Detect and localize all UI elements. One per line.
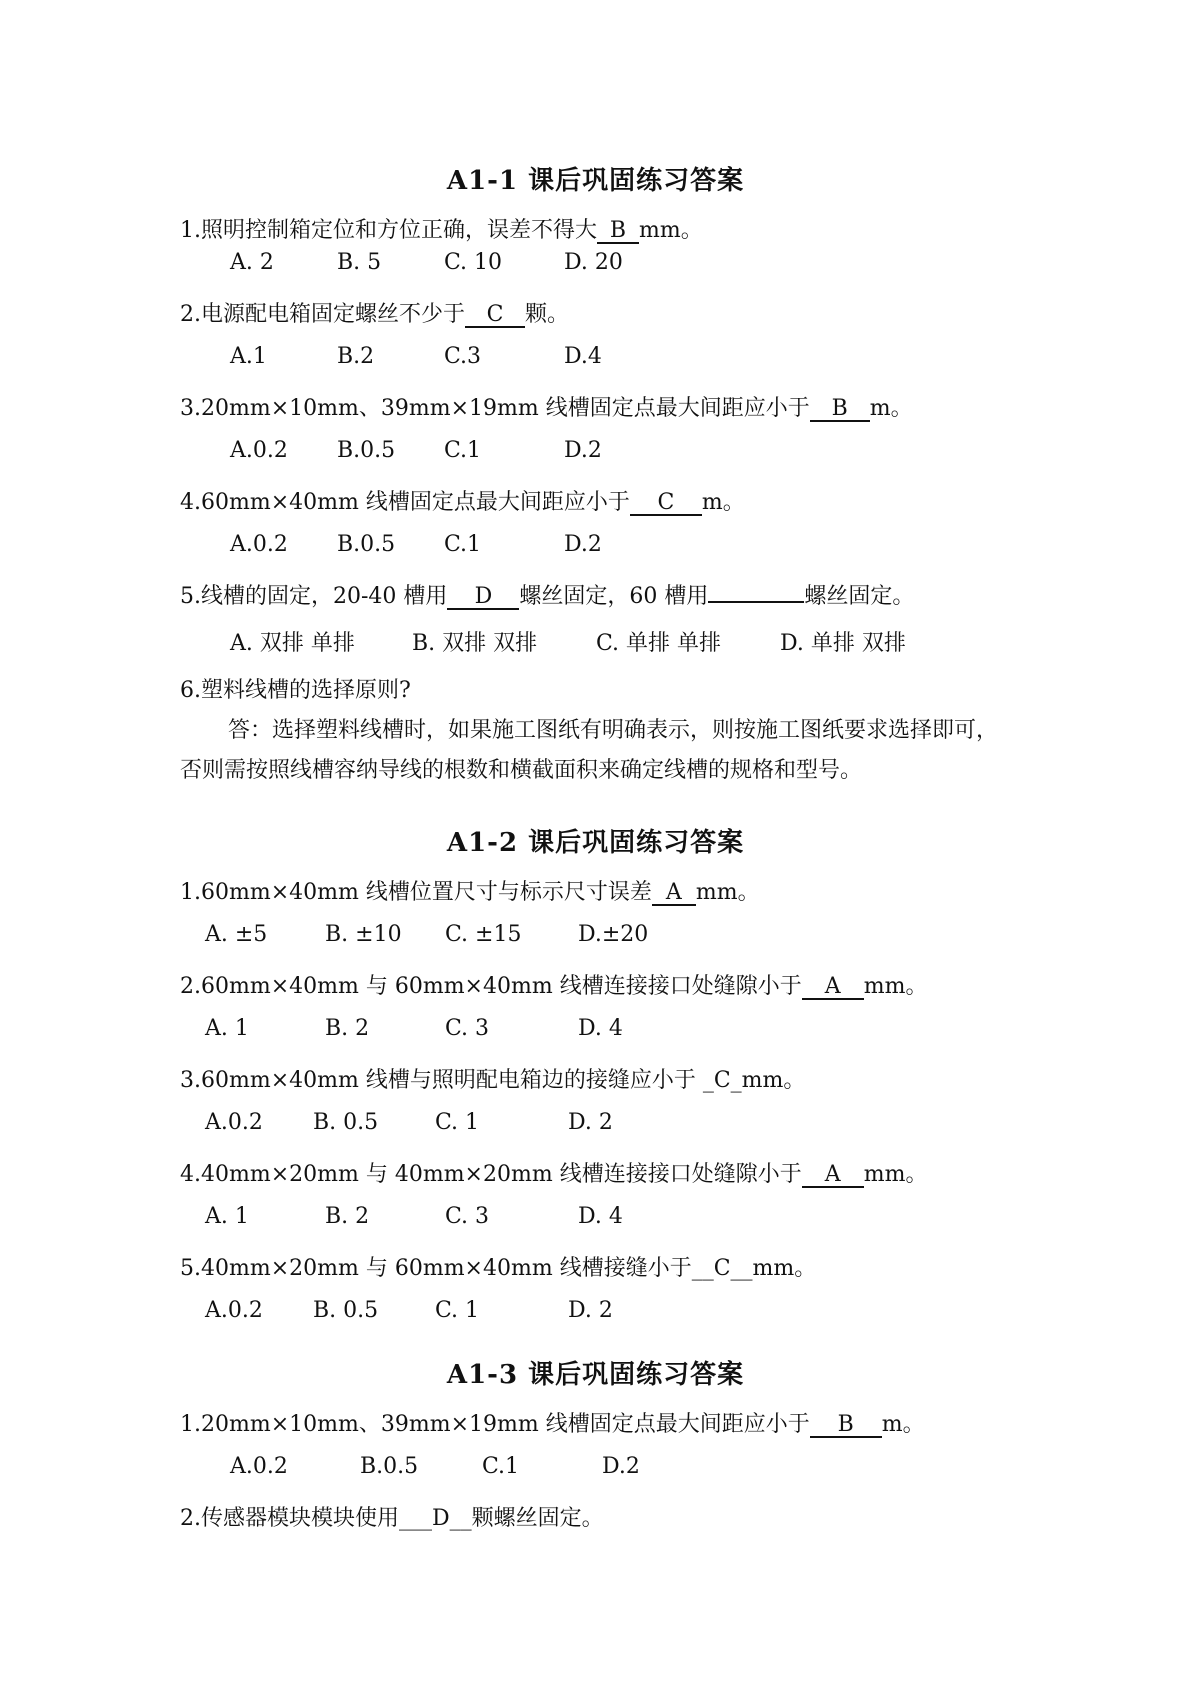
option-b: B. 0.5: [313, 1298, 379, 1323]
option-b: B.2: [337, 344, 375, 369]
question-text-mid: 螺丝固定，60 槽用: [519, 584, 709, 609]
options-2-1: [205, 922, 648, 947]
option-d: D. 4: [578, 1016, 623, 1041]
option-a: A. 1: [205, 1016, 249, 1041]
option-a: A. 双排 单排: [230, 631, 355, 656]
question-2-1: [180, 875, 760, 906]
option-b: B.0.5: [360, 1454, 419, 1479]
option-b: B. 5: [337, 250, 382, 275]
option-d: D.2: [602, 1454, 640, 1479]
option-b: B. 2: [325, 1016, 370, 1041]
option-c: C. 1: [435, 1298, 480, 1323]
option-b: B.0.5: [337, 532, 396, 557]
option-a: A. ±5: [205, 922, 268, 947]
options-3-1: [230, 1454, 640, 1479]
question-1-3: [180, 391, 913, 422]
answer-blank: B: [810, 397, 870, 422]
answer-blank: A: [802, 1163, 864, 1188]
question-text: 1.60mm×40mm 线槽位置尺寸与标示尺寸误差: [180, 880, 652, 905]
question-unit: m。: [881, 1412, 925, 1437]
answer-blank: C: [465, 303, 525, 328]
option-d: D. 单排 双排: [780, 631, 906, 656]
section-title-a1-2: A1-2 课后巩固练习答案: [446, 828, 745, 858]
option-b: B.0.5: [337, 438, 396, 463]
option-c: C.1: [444, 532, 482, 557]
option-c: C. 3: [445, 1016, 490, 1041]
option-c: C.1: [444, 438, 482, 463]
question-text: 2.电源配电箱固定螺丝不少于: [180, 302, 465, 327]
question-1-2: [180, 297, 569, 328]
option-c: C.1: [482, 1454, 520, 1479]
question-unit: 螺丝固定。: [804, 584, 915, 609]
question-unit: 颗。: [525, 302, 570, 327]
option-a: A.0.2: [205, 1110, 263, 1135]
option-c: C.3: [444, 344, 482, 369]
question-1-6: 6.塑料线槽的选择原则?: [180, 678, 411, 703]
question-text: 4.60mm×40mm 线槽固定点最大间距应小于: [180, 490, 630, 515]
question-3-1: [180, 1407, 925, 1438]
section-title-a1-1: A1-1 课后巩固练习答案: [446, 166, 745, 196]
question-2-5: 5.40mm×20mm 与 60mm×40mm 线槽接缝小于__C__mm。: [180, 1256, 817, 1281]
section-title-a1-3: A1-3 课后巩固练习答案: [446, 1360, 745, 1390]
answer-blank: A: [802, 975, 864, 1000]
option-b: B. ±10: [325, 922, 402, 947]
question-text: 4.40mm×20mm 与 40mm×20mm 线槽连接接口处缝隙小于: [180, 1162, 802, 1187]
question-unit: mm。: [639, 218, 703, 243]
question-3-2: 2.传感器模块模块使用___D__颗螺丝固定。: [180, 1506, 604, 1531]
question-unit: m。: [701, 490, 745, 515]
options-1-4: [230, 532, 602, 557]
options-1-2: [230, 344, 602, 369]
answer-blank: B: [597, 219, 639, 244]
option-d: D. 20: [564, 250, 623, 275]
option-b: B. 2: [325, 1204, 370, 1229]
answer-blank: A: [652, 881, 696, 906]
question-text: 3.20mm×10mm、39mm×19mm 线槽固定点最大间距应小于: [180, 396, 810, 421]
option-b: B. 0.5: [313, 1110, 379, 1135]
answer-text: 答：选择塑料线槽时，如果施工图纸有明确表示，则按施工图纸要求选择即可，否则需按照线槽容纳导线的根数和横截面积来确定线槽的规格和型号。: [180, 718, 999, 783]
option-a: A.0.2: [230, 532, 288, 557]
options-2-5: [205, 1298, 613, 1323]
option-a: A. 1: [205, 1204, 249, 1229]
question-unit: mm。: [863, 1162, 928, 1187]
question-text: 1.20mm×10mm、39mm×19mm 线槽固定点最大间距应小于: [180, 1412, 810, 1437]
option-d: D.±20: [578, 922, 649, 947]
options-2-2: [205, 1016, 623, 1041]
question-text: 2.60mm×40mm 与 60mm×40mm 线槽连接接口处缝隙小于: [180, 974, 802, 999]
option-c: C. 10: [444, 250, 503, 275]
question-1-5: [180, 579, 914, 610]
options-1-1: [230, 250, 623, 275]
question-unit: mm。: [863, 974, 928, 999]
option-c: C. 1: [435, 1110, 480, 1135]
question-2-3: 3.60mm×40mm 线槽与照明配电箱边的接缝应小于 _C_mm。: [180, 1068, 806, 1093]
answer-blank-2: [708, 601, 804, 603]
option-a: A.0.2: [230, 1454, 288, 1479]
option-d: D.4: [564, 344, 602, 369]
question-1-1: [180, 213, 703, 244]
option-a: A.0.2: [205, 1298, 263, 1323]
question-text: 1.照明控制箱定位和方位正确，误差不得大: [180, 218, 597, 243]
option-c: C. ±15: [445, 922, 522, 947]
question-text: 5.线槽的固定，20-40 槽用: [180, 584, 448, 609]
options-1-5: [230, 626, 906, 657]
answer-blank: D: [447, 585, 519, 610]
answer-paragraph: [180, 711, 1010, 791]
option-c: C. 3: [445, 1204, 490, 1229]
question-2-4: [180, 1157, 927, 1188]
question-1-4: [180, 485, 745, 516]
option-d: D. 4: [578, 1204, 623, 1229]
option-b: B. 双排 双排: [412, 631, 538, 656]
options-1-3: [230, 438, 602, 463]
option-a: A.0.2: [230, 438, 288, 463]
options-2-4: [205, 1204, 623, 1229]
option-c: C. 单排 单排: [596, 631, 722, 656]
question-unit: mm。: [695, 880, 760, 905]
option-d: D. 2: [568, 1298, 613, 1323]
option-d: D. 2: [568, 1110, 613, 1135]
answer-blank: B: [810, 1413, 882, 1438]
option-a: A. 2: [230, 250, 274, 275]
option-d: D.2: [564, 532, 602, 557]
options-2-3: [205, 1110, 613, 1135]
question-2-2: [180, 969, 927, 1000]
option-d: D.2: [564, 438, 602, 463]
option-a: A.1: [230, 344, 267, 369]
question-unit: m。: [869, 396, 913, 421]
answer-blank: C: [630, 491, 702, 516]
